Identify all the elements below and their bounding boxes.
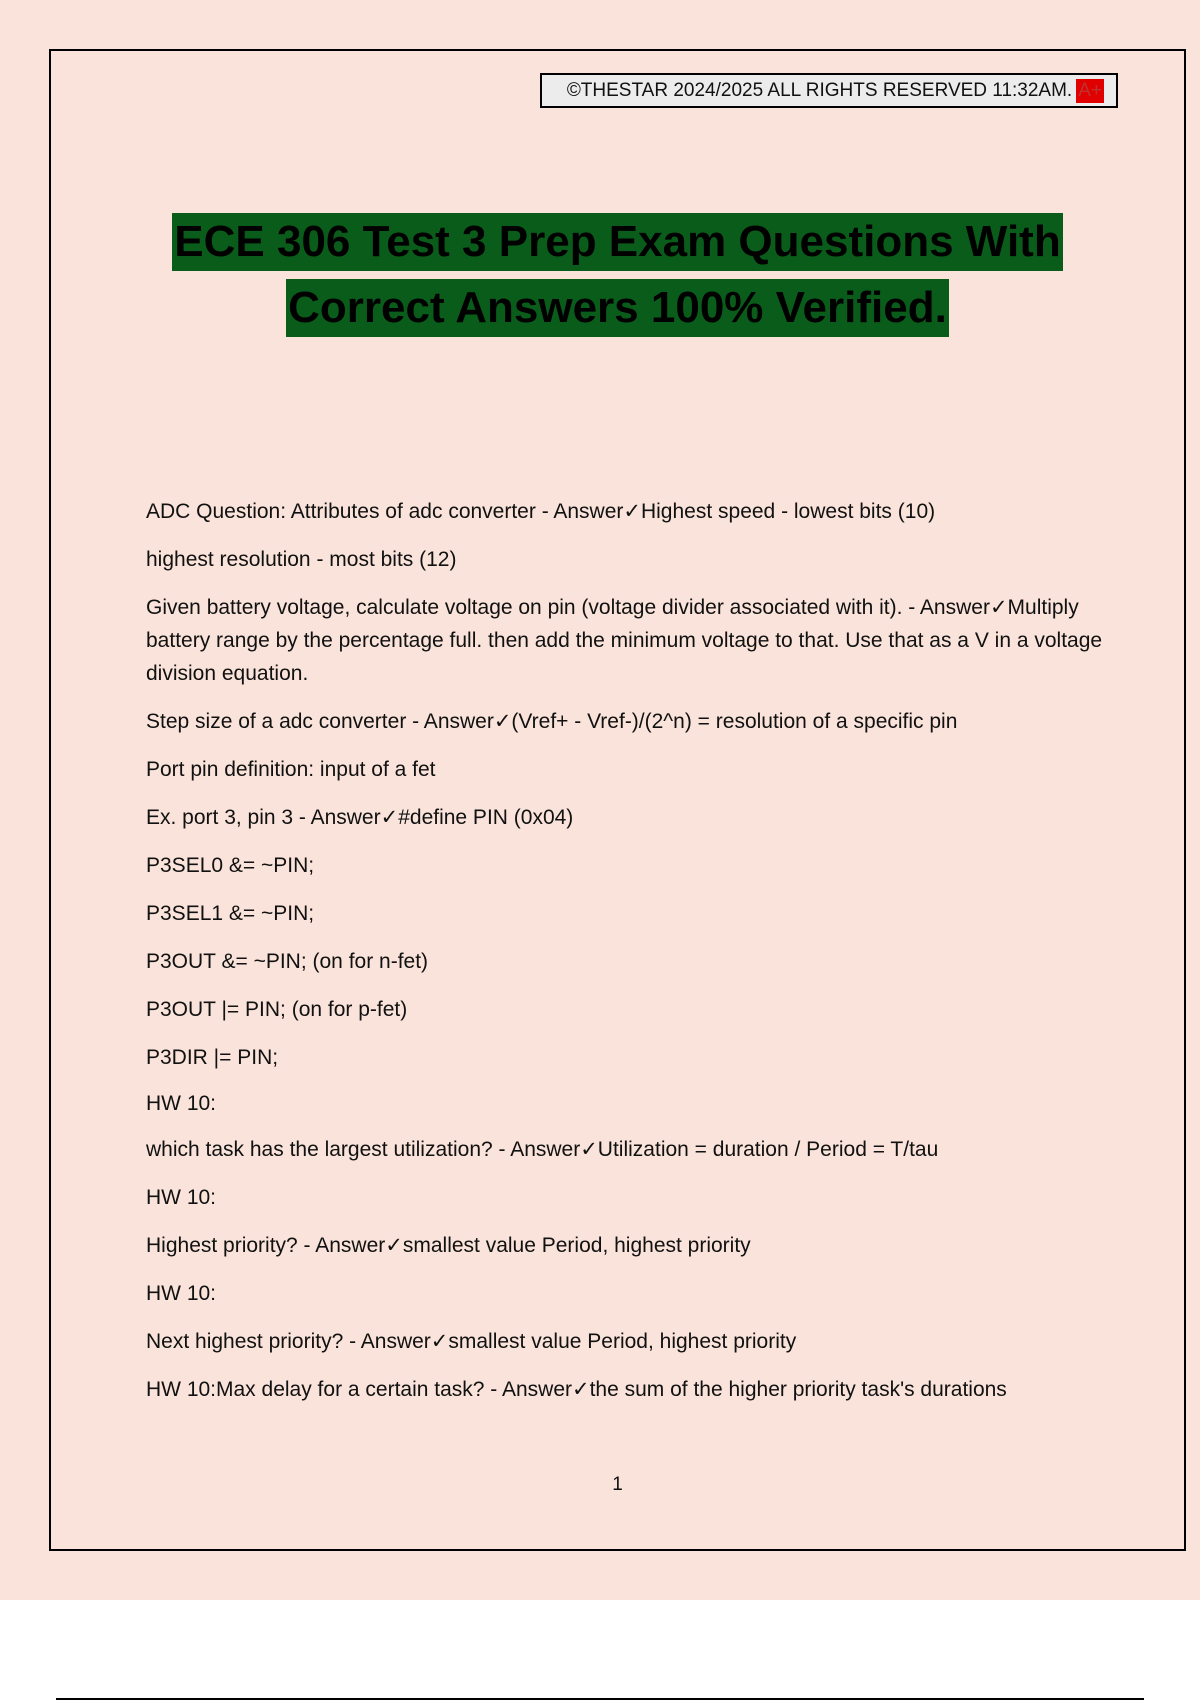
title-line-1: ECE 306 Test 3 Prep Exam Questions With (172, 213, 1062, 271)
list-item: HW 10: (146, 1092, 217, 1115)
list-item: Ex. port 3, pin 3 - Answer✓#define PIN (0x04) (146, 806, 574, 829)
list-item: P3OUT &= ~PIN; (on for n-fet) (146, 950, 429, 973)
list-item: Given battery voltage, calculate voltage on pin (voltage divider associated with it). - Answer✓Multiply battery range by the percentage full. then add the minimum voltage to that. Use that as a V in a voltage division equation. (146, 596, 1103, 685)
list-item: which task has the largest utilization? - Answer✓Utilization = duration / Period = T/tau (146, 1138, 939, 1161)
question-list (146, 495, 1106, 1421)
list-item: P3SEL1 &= ~PIN; (146, 902, 315, 925)
list-item: P3OUT |= PIN; (on for p-fet) (146, 998, 408, 1021)
title-line-2: Correct Answers 100% Verified. (286, 279, 949, 337)
document-title (0, 213, 1200, 337)
list-item: P3SEL0 &= ~PIN; (146, 854, 315, 877)
grade-badge: A+ (1078, 79, 1102, 101)
list-item: Step size of a adc converter - Answer✓(Vref+ - Vref-)/(2^n) = resolution of a specific pin (146, 710, 958, 733)
list-item: ADC Question: Attributes of adc converter - Answer✓Highest speed - lowest bits (10) (146, 500, 936, 523)
list-item: HW 10: (146, 1186, 217, 1209)
copyright-banner (540, 73, 1118, 108)
copyright-text: ©THESTAR 2024/2025 ALL RIGHTS RESERVED 11:32AM. (566, 79, 1073, 101)
list-item: P3DIR |= PIN; (146, 1046, 279, 1069)
list-item: HW 10:Max delay for a certain task? - Answer✓the sum of the higher priority task's durations (146, 1378, 1007, 1401)
page-number: 1 (612, 1474, 623, 1495)
list-item: highest resolution - most bits (12) (146, 548, 457, 571)
list-item: HW 10: (146, 1282, 217, 1305)
list-item: Next highest priority? - Answer✓smallest value Period, highest priority (146, 1330, 797, 1353)
list-item: Highest priority? - Answer✓smallest value Period, highest priority (146, 1234, 751, 1257)
list-item: Port pin definition: input of a fet (146, 758, 436, 781)
